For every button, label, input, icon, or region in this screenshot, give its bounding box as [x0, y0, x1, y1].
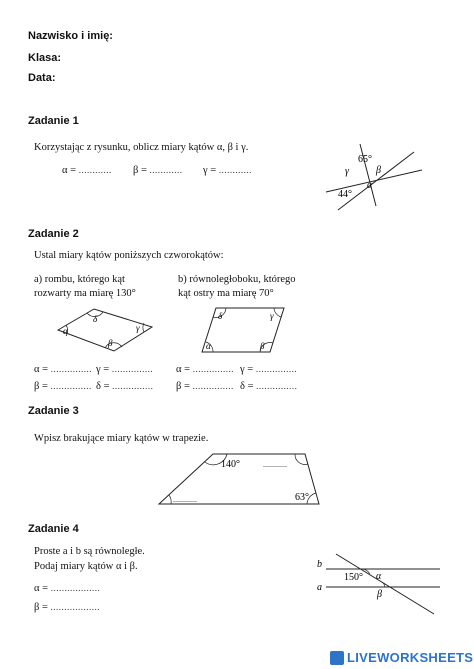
answer-blank[interactable]: ...............: [255, 364, 298, 374]
task2b-answer-alpha: [176, 364, 234, 375]
answer-blank[interactable]: ............: [149, 165, 183, 175]
trapezoid-blank-top[interactable]: ............: [263, 460, 287, 469]
task2-part-b-line1: b) równoległoboku, którego: [178, 274, 296, 285]
task4-line1: Proste a i b są równoległe.: [34, 546, 145, 557]
class-label: Klasa:: [28, 52, 62, 64]
answer-blank[interactable]: ...............: [112, 381, 154, 391]
task2b-answer-beta: [176, 381, 234, 392]
task4-answer-beta: [34, 602, 100, 613]
task2a-answer-gamma: [96, 364, 153, 375]
date-label: Data:: [28, 72, 56, 84]
answer-label: α =: [176, 364, 191, 375]
task1-title: Zadanie 1: [28, 115, 79, 127]
answer-label: γ =: [96, 364, 110, 375]
parallelogram-delta: δ: [218, 311, 223, 321]
parallelogram-alpha: α: [206, 341, 211, 351]
answer-label: γ =: [203, 165, 217, 176]
task2-part-a-line1: a) rombu, którego kąt: [34, 274, 125, 285]
answer-label: δ =: [240, 381, 254, 392]
answer-label: α =: [62, 165, 77, 176]
task1-figure: [318, 140, 428, 212]
task4-line2: Podaj miary kątów α i β.: [34, 561, 138, 572]
task1-answer-alpha: [62, 165, 112, 176]
answer-blank[interactable]: ...............: [50, 381, 92, 391]
task4-answer-alpha: [34, 583, 100, 594]
transversal: [336, 554, 434, 614]
alpha-label: α: [376, 571, 382, 582]
task1-answer-gamma: [203, 165, 252, 176]
parallelogram-figure: [196, 304, 296, 356]
rhombus-figure: [52, 305, 162, 355]
task3-instruction: Wpisz brakujące miary kątów w trapezie.: [34, 433, 209, 444]
angle-44-label: 44°: [338, 189, 352, 200]
alpha-label: α: [367, 180, 373, 191]
answer-blank[interactable]: ..................: [50, 583, 101, 593]
trapezoid-angle-140: 140°: [221, 459, 240, 470]
gamma-label: γ: [345, 166, 349, 177]
task2-title: Zadanie 2: [28, 228, 79, 240]
answer-blank[interactable]: ...............: [111, 364, 154, 374]
rhombus-alpha: α: [63, 326, 68, 336]
angle-150-label: 150°: [344, 572, 363, 583]
answer-blank[interactable]: ............: [218, 165, 252, 175]
parallelogram-beta: β: [260, 341, 265, 351]
answer-label: δ =: [96, 381, 110, 392]
task2a-answer-delta: [96, 381, 153, 392]
liveworksheets-logo-icon: [330, 651, 344, 665]
trapezoid-blank-bottom[interactable]: ............: [173, 495, 197, 504]
answer-label: β =: [34, 381, 48, 392]
task4-figure: [312, 552, 444, 616]
rhombus-delta: δ: [93, 314, 98, 324]
answer-blank[interactable]: ...............: [256, 381, 298, 391]
trapezoid-angle-63: 63°: [295, 492, 309, 503]
rhombus-gamma: γ: [136, 323, 140, 333]
task2-part-b-line2: kąt ostry ma miarę 70°: [178, 288, 274, 299]
answer-blank[interactable]: ..................: [50, 602, 101, 612]
task2a-answer-alpha: [34, 364, 92, 375]
answer-label: α =: [34, 583, 49, 594]
label-a: a: [317, 582, 322, 593]
answer-blank[interactable]: ...............: [192, 364, 234, 374]
task1-answer-beta: [133, 165, 183, 176]
task2b-answer-gamma: [240, 364, 297, 375]
beta-label: β: [377, 589, 382, 600]
beta-label: β: [376, 165, 381, 176]
answer-label: α =: [34, 364, 49, 375]
task2-part-a-line2: rozwarty ma miarę 130°: [34, 288, 136, 299]
answer-label: β =: [133, 165, 147, 176]
task4-title: Zadanie 4: [28, 523, 79, 535]
answer-label: β =: [34, 602, 48, 613]
answer-label: γ =: [240, 364, 254, 375]
task2-instruction: Ustal miary kątów poniższych czworokątów:: [34, 250, 224, 261]
task2a-answer-beta: [34, 381, 92, 392]
answer-blank[interactable]: ............: [78, 165, 112, 175]
task3-title: Zadanie 3: [28, 405, 79, 417]
answer-blank[interactable]: ...............: [50, 364, 92, 374]
parallelogram-gamma: γ: [270, 311, 274, 321]
task1-instruction: Korzystając z rysunku, oblicz miary kątów α, β i γ.: [34, 142, 249, 153]
brand-name[interactable]: LIVEWORKSHEETS: [347, 650, 474, 665]
answer-label: β =: [176, 381, 190, 392]
line-2: [338, 152, 414, 210]
task2b-answer-delta: [240, 381, 297, 392]
name-label: Nazwisko i imię:: [28, 30, 113, 42]
rhombus-beta: β: [108, 338, 113, 348]
label-b: b: [317, 559, 322, 570]
trapezoid-figure: [155, 448, 325, 510]
answer-blank[interactable]: ...............: [192, 381, 234, 391]
angle-65-label: 65°: [358, 154, 372, 165]
